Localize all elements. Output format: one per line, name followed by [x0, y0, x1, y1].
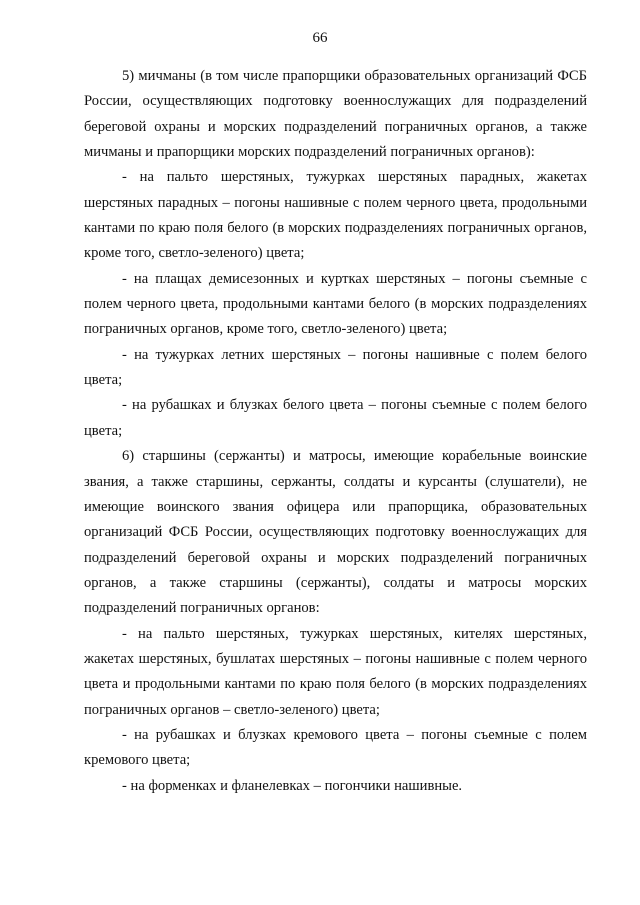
paragraph-flannel-tops: - на форменках и фланелевках – погончики нашивные. [122, 777, 463, 794]
paragraph-raincoats: - на плащах демисезонных и куртках шерстяных – погоны съемные с полем черного цвета, продольными кантами белого (в морских подразделениях пограничных органов, кроме того, светло-зеленого) цвета; [84, 270, 587, 338]
paragraph-cream-shirts: - на рубашках и блузках кремового цвета – погоны съемные с полем кремового цвета; [84, 726, 587, 769]
page-number: 66 [312, 30, 328, 46]
paragraph-summer-jackets: - на тужурках летних шерстяных – погоны нашивные с полем белого цвета; [84, 346, 587, 389]
document-body [84, 64, 587, 799]
paragraph-item-6-sergeants: 6) старшины (сержанты) и матросы, имеющие корабельные воинские звания, а также старшины, сержанты, солдаты и курсанты (слушатели), не имеющие воинского звания офицера или прапорщика, образовательных организаций ФСБ России, осуществляющих подготовку военнослужащих для подразделений береговой охраны и морских подразделений пограничных органов, а также старшины (сержанты), солдаты и матросы морских подразделений пограничных органов: [84, 448, 587, 617]
paragraph-wool-garments: - на пальто шерстяных, тужурках шерстяных, кителях шерстяных, жакетах шерстяных, бушлатах шерстяных – погоны нашивные с полем черного цвета и продольными кантами по краю поля белого (в морских подразделениях пограничных органов – светло-зеленого) цвета; [84, 625, 587, 718]
paragraph-white-shirts: - на рубашках и блузках белого цвета – погоны съемные с полем белого цвета; [84, 397, 587, 439]
paragraph-coats-jackets: - на пальто шерстяных, тужурках шерстяных парадных, жакетах шерстяных парадных – погоны нашивные с полем черного цвета, продольными кантами по краю поля белого (в морских подразделениях пограничных органов, кроме того, светло-зеленого) цвета; [84, 169, 587, 262]
paragraph-item-5-midshipmen: 5) мичманы (в том числе прапорщики образовательных организаций ФСБ России, осуществляющих подготовку военнослужащих для подразделений береговой охраны и морских подразделений пограничных органов, а также мичманы и прапорщики морских подразделений пограничных органов): [84, 68, 587, 161]
